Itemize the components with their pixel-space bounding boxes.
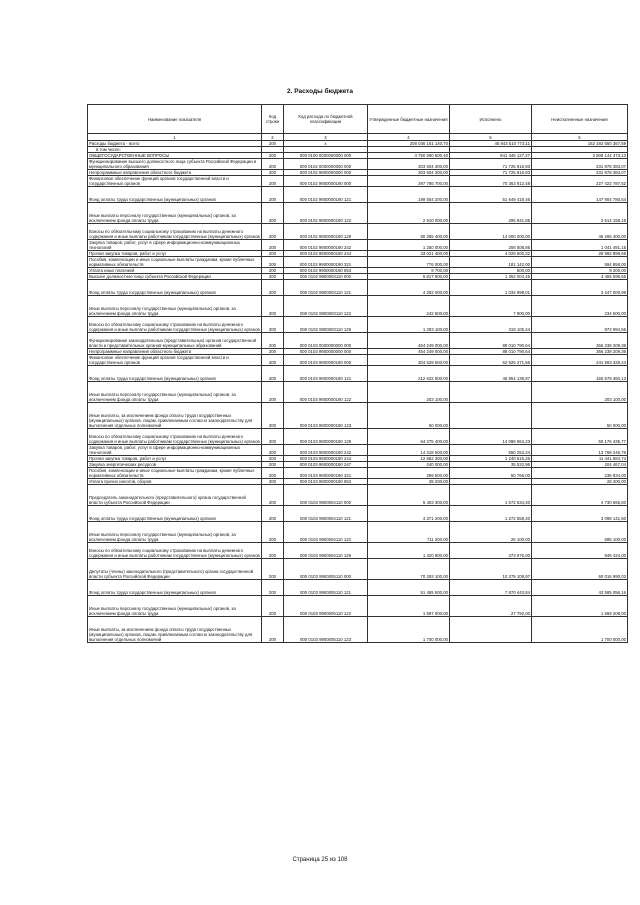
cell-approved: 776 000,00 — [368, 257, 450, 268]
cell-code: 200 — [262, 159, 284, 170]
cell-code: 200 — [262, 580, 284, 596]
cell-executed: 500,00 — [450, 268, 532, 274]
cell-kbk: 000 0102 9900000190 129 — [284, 224, 368, 240]
cell-approved: 1 293 100,00 — [368, 317, 450, 333]
cell-name: Закупка товаров, работ, услуг в сфере информационно-коммуникационных технологий — [88, 445, 262, 456]
cell-executed: 71 725 916,93 — [450, 170, 532, 176]
table-row — [88, 280, 628, 296]
cell-unexecuted: 1 041 491,15 — [532, 240, 628, 251]
cell-code: 200 — [262, 203, 284, 224]
cell-kbk: 000 0102 9900003110 121 — [284, 280, 368, 296]
table-row — [88, 176, 628, 187]
cell-name: Закупка энергетических ресурсов — [88, 462, 262, 468]
cell-unexecuted: 203 100,00 — [532, 382, 628, 403]
cell-unexecuted: 231 878 383,07 — [532, 170, 628, 176]
cell-approved: 242 500,00 — [368, 296, 450, 317]
page-title: 2. Расходы бюджета — [287, 88, 353, 95]
table-row — [88, 485, 628, 506]
cell-kbk: 000 0103 9900005110 123 — [284, 617, 368, 643]
header-kbk: Код расхода по бюджетной классификации — [284, 105, 368, 134]
cell-code: 200 — [262, 617, 284, 643]
cell-unexecuted: 1 569 208,00 — [532, 596, 628, 617]
table-row — [88, 203, 628, 224]
cell-code: 200 — [262, 317, 284, 333]
cell-code: 200 — [262, 403, 284, 429]
cell-kbk: 000 0103 9900000190 000 — [284, 355, 368, 366]
cell-executed: 26 100,00 — [450, 522, 532, 543]
cell-unexecuted: 46 265 400,00 — [532, 224, 628, 240]
cell-executed: 373 976,00 — [450, 543, 532, 559]
cell-unexecuted: 2 614 158,15 — [532, 203, 628, 224]
cell-name: Иные выплаты персоналу государственных (муниципальных) органов, за исключением фонда оплаты труда — [88, 522, 262, 543]
cell-code: 200 — [262, 170, 284, 176]
table-row — [88, 257, 628, 268]
cell-unexecuted: 3 809 144 473,13 — [532, 153, 628, 159]
cell-approved: 4 371 200,00 — [368, 506, 450, 522]
cell-executed: 51 649 419,46 — [450, 187, 532, 203]
cell-name: Депутаты (члены) законодательного (представительного) органа государственной власти субъекта Российской Федерации — [88, 559, 262, 580]
cell-code: 200 — [262, 153, 284, 159]
cell-name: Финансовое обеспечение функций органов государственной власти и государственных органов — [88, 176, 262, 187]
cell-unexecuted: 28 200,00 — [532, 479, 628, 485]
cell-executed: 181 142,00 — [450, 257, 532, 268]
cell-approved: 297 786 700,00 — [368, 176, 450, 187]
cell-code: 200 — [262, 559, 284, 580]
cell-code: 200 — [262, 543, 284, 559]
cell-executed: 1 034 999,01 — [450, 280, 532, 296]
cell-name: Иные выплаты персоналу государственных (муниципальных) органов, за исключением фонда оплаты труда — [88, 382, 262, 403]
cell-name: Взносы по обязательному социальному страхованию на выплаты денежного содержания и иные выплаты работникам государственных (муниципальных) органов — [88, 317, 262, 333]
cell-unexecuted: 366 238 209,36 — [532, 333, 628, 349]
cell-name: Функционирование законодательных (представительных) органов государственной власти и представительных органов муниципальных образований — [88, 333, 262, 349]
cell-code: 200 — [262, 274, 284, 280]
cell-unexecuted: 231 878 383,07 — [532, 159, 628, 170]
cell-kbk: 000 0102 9900003110 122 — [284, 296, 368, 317]
cell-approved: 4 282 000,00 — [368, 280, 450, 296]
cell-name: Пособия, компенсации и иные социальные выплаты гражданам, кроме публичных нормативных обязательств — [88, 257, 262, 268]
cell-executed: 295 841,85 — [450, 203, 532, 224]
cell-unexecuted: 60 016 990,03 — [532, 559, 628, 580]
cell-code: 200 — [262, 176, 284, 187]
cell-executed: 27 792,00 — [450, 596, 532, 617]
table-row — [88, 468, 628, 479]
cell-code: 200 — [262, 333, 284, 349]
table-row — [88, 159, 628, 170]
cell-unexecuted: 234 600,00 — [532, 296, 628, 317]
cell-code: 200 — [262, 296, 284, 317]
cell-name: Иные выплаты персоналу государственных (муниципальных) органов, за исключением фонда оплаты труда — [88, 203, 262, 224]
cell-executed: 319 105,44 — [450, 317, 532, 333]
cell-executed: 1 362 004,45 — [450, 274, 532, 280]
cell-executed — [450, 617, 532, 643]
cell-kbk: 000 0100 0000000000 000 — [284, 153, 368, 159]
cell-approved: 2 910 000,00 — [368, 203, 450, 224]
cell-name: Взносы по обязательному социальному страхованию на выплаты денежного содержания и иные выплаты работникам государственных (муниципальных) органов — [88, 224, 262, 240]
header-executed: Исполнено — [450, 105, 532, 134]
cell-name: Иные выплаты, за исключением фонда оплаты труда государственных (муниципальных) органов, лицам, привлекаемым согласно законодательству для выполнения отдельных полномочий — [88, 403, 262, 429]
cell-unexecuted: 946 424,00 — [532, 543, 628, 559]
cell-unexecuted: 13 768 246,76 — [532, 445, 628, 456]
table-row — [88, 187, 628, 203]
cell-name: Фонд оплаты труда государственных (муниципальных) органов — [88, 580, 262, 596]
cell-kbk: 000 0103 9900005110 122 — [284, 596, 368, 617]
cell-name: Пособия, компенсации и иные социальные выплаты гражданам, кроме публичных нормативных обязательств — [88, 468, 262, 479]
cell-unexecuted: 9 200,00 — [532, 268, 628, 274]
cell-name: Расходы бюджета - всего — [88, 141, 262, 147]
cell-approved: 203 100,00 — [368, 382, 450, 403]
cell-executed: 50 766,00 — [450, 468, 532, 479]
cell-code: 200 — [262, 596, 284, 617]
cell-unexecuted: 50 000,00 — [532, 403, 628, 429]
cell-kbk: 000 0103 9900004110 129 — [284, 543, 368, 559]
cell-executed: 14 000 000,00 — [450, 224, 532, 240]
cell-name: Взносы по обязательному социальному страхованию на выплаты денежного содержания и иные выплаты работникам государственных (муниципальных) органов — [88, 543, 262, 559]
cell-approved: 304 529 600,00 — [368, 355, 450, 366]
cell-kbk: 000 0103 9900004110 000 — [284, 485, 368, 506]
cell-kbk: 000 0102 9900000190 000 — [284, 176, 368, 187]
cell-code: 200 — [262, 468, 284, 479]
cell-code: 200 — [262, 355, 284, 366]
cell-executed: 88 010 790,64 — [450, 349, 532, 355]
table-row — [88, 366, 628, 382]
cell-executed: 62 926 271,56 — [450, 355, 532, 366]
cell-executed — [450, 382, 532, 403]
cell-code: 200 — [262, 257, 284, 268]
cell-kbk: 000 0102 9900000190 242 — [284, 240, 368, 251]
cell-code: 200 — [262, 268, 284, 274]
cell-unexecuted: 973 994,56 — [532, 317, 628, 333]
cell-approved: 1 320 900,00 — [368, 543, 450, 559]
cell-name: Непрограммные направления областного бюджета — [88, 170, 262, 176]
cell-kbk: 000 0102 9900000000 000 — [284, 170, 368, 176]
cell-kbk: 000 0103 9900000190 129 — [284, 429, 368, 445]
cell-kbk: 000 0103 0000000000 000 — [284, 333, 368, 349]
col-number: 4 — [368, 134, 450, 141]
cell-kbk: 000 0103 9900004110 121 — [284, 506, 368, 522]
cell-executed: 208 508,85 — [450, 240, 532, 251]
cell-kbk: 000 0102 9900000190 853 — [284, 268, 368, 274]
table-row — [88, 382, 628, 403]
table-row — [88, 333, 628, 349]
cell-unexecuted: 3 247 000,99 — [532, 280, 628, 296]
cell-approved: 1 250 000,00 — [368, 240, 450, 251]
cell-executed: 71 725 916,93 — [450, 159, 532, 170]
col-number: 1 — [88, 134, 262, 141]
cell-executed: 1 240 615,26 — [450, 456, 532, 462]
cell-name: Непрограммные направления областного бюджета — [88, 349, 262, 355]
cell-unexecuted: 11 441 684,74 — [532, 456, 628, 462]
page-footer: Страница 25 из 108 — [292, 857, 348, 863]
header-name: Наименование показателя — [88, 105, 262, 134]
cell-executed: 14 098 964,23 — [450, 429, 532, 445]
cell-code: 200 — [262, 479, 284, 485]
cell-approved: 303 604 300,00 — [368, 159, 450, 170]
cell-code: 200 — [262, 485, 284, 506]
cell-approved: 64 275 400,00 — [368, 429, 450, 445]
cell-kbk: 000 0103 9900000190 242 — [284, 445, 368, 456]
cell-code: 200 — [262, 366, 284, 382]
cell-executed: 45 843 510 773,11 — [450, 141, 532, 147]
col-number: 3 — [284, 134, 368, 141]
cell-name: Фонд оплаты труда государственных (муниципальных) органов — [88, 280, 262, 296]
cell-unexecuted: 4 730 665,60 — [532, 485, 628, 506]
cell-approved: 14 318 500,00 — [368, 445, 450, 456]
table-row — [88, 317, 628, 333]
cell-code: 200 — [262, 456, 284, 462]
cell-unexecuted: 165 678 360,13 — [532, 366, 628, 382]
cell-approved: 6 403 300,00 — [368, 485, 450, 506]
cell-kbk: 000 0103 9900005110 121 — [284, 580, 368, 596]
cell-executed: 1 272 558,40 — [450, 506, 532, 522]
table-row — [88, 543, 628, 559]
cell-name: Уплата иных платежей — [88, 268, 262, 274]
cell-unexecuted: 238 834,00 — [532, 468, 628, 479]
cell-name: Фонд оплаты труда государственных (муниципальных) органов — [88, 187, 262, 203]
cell-approved: 70 292 100,00 — [368, 559, 450, 580]
header-code: Код строки — [262, 105, 284, 134]
cell-name: Закупка товаров, работ, услуг в сфере информационно-коммуникационных технологий — [88, 240, 262, 251]
cell-code: 200 — [262, 445, 284, 456]
cell-name: Финансовое обеспечение функций органов государственной власти и государственных органов — [88, 355, 262, 366]
cell-unexecuted: 162 192 650 367,59 — [532, 141, 628, 147]
cell-approved: 50 000,00 — [368, 403, 450, 429]
cell-name: Уплата прочих налогов, сборов — [88, 479, 262, 485]
cell-kbk: 000 0103 9900000000 000 — [284, 349, 368, 355]
cell-name: Прочая закупка товаров, работ и услуг — [88, 456, 262, 462]
cell-executed: 46 954 139,87 — [450, 366, 532, 382]
table-row — [88, 403, 628, 429]
cell-kbk: 000 0103 9900000190 122 — [284, 382, 368, 403]
cell-code: 200 — [262, 349, 284, 355]
cell-name: Фонд оплаты труда государственных (муниципальных) органов — [88, 366, 262, 382]
cell-unexecuted: 50 176 435,77 — [532, 429, 628, 445]
cell-name: Функционирование высшего должностного лица субъекта Российской Федерации и муниципального образования — [88, 159, 262, 170]
cell-kbk: 000 0102 0000000000 000 — [284, 159, 368, 170]
cell-kbk: 000 0103 9900005110 000 — [284, 559, 368, 580]
col-number: 5 — [450, 134, 532, 141]
header-approved: Утвержденные бюджетные назначения — [368, 105, 450, 134]
cell-approved: 289 500,00 — [368, 468, 450, 479]
cell-approved: 1 700 000,00 — [368, 617, 450, 643]
cell-code: 200 — [262, 382, 284, 403]
cell-executed: 10 275 109,97 — [450, 559, 532, 580]
cell-name: Фонд оплаты труда государственных (муниципальных) органов — [88, 506, 262, 522]
cell-approved: 51 455 500,00 — [368, 580, 450, 596]
cell-unexecuted: 1 700 000,00 — [532, 617, 628, 643]
cell-name: Иные выплаты, за исключением фонда оплаты труда государственных (муниципальных) органов, лицам, привлекаемым согласно законодательству для выполнения отдельных полномочий — [88, 617, 262, 643]
cell-code: 200 — [262, 141, 284, 147]
col-number: 2 — [262, 134, 284, 141]
cell-executed: 1 672 634,40 — [450, 485, 532, 506]
cell-unexecuted: 204 467,04 — [532, 462, 628, 468]
cell-approved: 12 682 300,00 — [368, 456, 450, 462]
cell-unexecuted: 685 100,00 — [532, 522, 628, 543]
cell-name: в том числе: — [88, 147, 262, 153]
table-row — [88, 429, 628, 445]
cell-kbk: 000 0102 9900003110 129 — [284, 317, 368, 333]
cell-executed: 7 870 443,84 — [450, 580, 532, 596]
table-row — [88, 617, 628, 643]
cell-name: Иные выплаты персоналу государственных (муниципальных) органов, за исключением фонда оплаты труда — [88, 596, 262, 617]
cell-name: Взносы по обязательному социальному страхованию на выплаты денежного содержания и иные выплаты работникам государственных (муниципальных) органов — [88, 429, 262, 445]
cell-unexecuted: 227 422 787,52 — [532, 176, 628, 187]
cell-approved: 303 604 300,00 — [368, 170, 450, 176]
cell-name: ОБЩЕГОСУДАРСТВЕННЫЕ ВОПРОСЫ — [88, 153, 262, 159]
cell-kbk: 000 0102 9900000190 122 — [284, 203, 368, 224]
cell-approved: 1 597 000,00 — [368, 596, 450, 617]
cell-approved: 240 000,00 — [368, 462, 450, 468]
table-row — [88, 580, 628, 596]
cell-code: 200 — [262, 462, 284, 468]
cell-executed: 7 900,00 — [450, 296, 532, 317]
cell-name: Прочая закупка товаров, работ и услуг — [88, 251, 262, 257]
cell-executed — [450, 403, 532, 429]
cell-approved: 5 817 600,00 — [368, 274, 450, 280]
cell-kbk: 000 0103 9900000190 321 — [284, 468, 368, 479]
cell-code: 200 — [262, 187, 284, 203]
table-row — [88, 522, 628, 543]
cell-approved: 9 700,00 — [368, 268, 450, 274]
header-unexecuted: Неисполненные назначения — [532, 105, 628, 134]
cell-unexecuted: 147 904 780,54 — [532, 187, 628, 203]
cell-approved: 208 036 161 140,70 — [368, 141, 450, 147]
cell-unexecuted: 4 455 595,55 — [532, 274, 628, 280]
cell-executed: 88 010 790,64 — [450, 333, 532, 349]
table-row — [88, 559, 628, 580]
cell-executed: 70 363 912,48 — [450, 176, 532, 187]
table-row — [88, 445, 628, 456]
cell-code: 200 — [262, 522, 284, 543]
cell-code: 200 — [262, 429, 284, 445]
table-row — [88, 506, 628, 522]
cell-unexecuted: 43 585 056,16 — [532, 580, 628, 596]
cell-executed: 35 532,96 — [450, 462, 532, 468]
cell-kbk: 000 0102 9900000190 321 — [284, 257, 368, 268]
cell-kbk: 000 0102 9900000190 244 — [284, 251, 368, 257]
cell-name: Иные выплаты персоналу государственных (муниципальных) органов, за исключением фонда оплаты труда — [88, 296, 262, 317]
cell-kbk: 000 0103 9900000190 244 — [284, 456, 368, 462]
expenses-table — [87, 104, 628, 643]
cell-approved: 454 249 000,00 — [368, 349, 450, 355]
cell-name: Председатель законодательного (представительного) органа государственной власти субъекта Российской Федерации — [88, 485, 262, 506]
col-number: 6 — [532, 134, 628, 141]
cell-executed: 550 253,24 — [450, 445, 532, 456]
cell-code: 200 — [262, 224, 284, 240]
cell-approved: 60 265 400,00 — [368, 224, 450, 240]
cell-code: 200 — [262, 280, 284, 296]
column-number-row — [88, 134, 628, 141]
cell-code: 200 — [262, 506, 284, 522]
cell-approved: 28 200,00 — [368, 479, 450, 485]
table-header-row — [88, 105, 628, 134]
table-row — [88, 296, 628, 317]
cell-approved: 199 554 200,00 — [368, 187, 450, 203]
cell-code: 200 — [262, 251, 284, 257]
cell-kbk: 000 0103 9900000190 852 — [284, 479, 368, 485]
cell-kbk: x — [284, 141, 368, 147]
cell-approved: 212 632 500,00 — [368, 366, 450, 382]
cell-unexecuted: 28 992 899,68 — [532, 251, 628, 257]
cell-approved: 33 021 400,00 — [368, 251, 450, 257]
table-row — [88, 596, 628, 617]
table-row — [88, 240, 628, 251]
cell-name: Высшее должностное лицо субъекта Российской Федерации — [88, 274, 262, 280]
cell-approved: 4 750 590 600,40 — [368, 153, 450, 159]
cell-kbk: 000 0102 9900000190 121 — [284, 187, 368, 203]
table-row — [88, 355, 628, 366]
cell-executed: 941 446 127,27 — [450, 153, 532, 159]
cell-code: 200 — [262, 240, 284, 251]
cell-unexecuted: 366 238 209,36 — [532, 349, 628, 355]
cell-unexecuted: 3 098 141,60 — [532, 506, 628, 522]
cell-approved: 711 200,00 — [368, 522, 450, 543]
cell-kbk: 000 0103 9900000190 123 — [284, 403, 368, 429]
cell-kbk: 000 0103 9900000190 247 — [284, 462, 368, 468]
cell-kbk: 000 0103 9900000190 121 — [284, 366, 368, 382]
cell-executed: 4 028 500,32 — [450, 251, 532, 257]
table-row — [88, 224, 628, 240]
cell-kbk: 000 0102 9900003110 000 — [284, 274, 368, 280]
cell-unexecuted: 241 593 328,44 — [532, 355, 628, 366]
cell-approved: 454 249 000,00 — [368, 333, 450, 349]
cell-kbk: 000 0103 9900004110 122 — [284, 522, 368, 543]
cell-unexecuted: 594 858,00 — [532, 257, 628, 268]
